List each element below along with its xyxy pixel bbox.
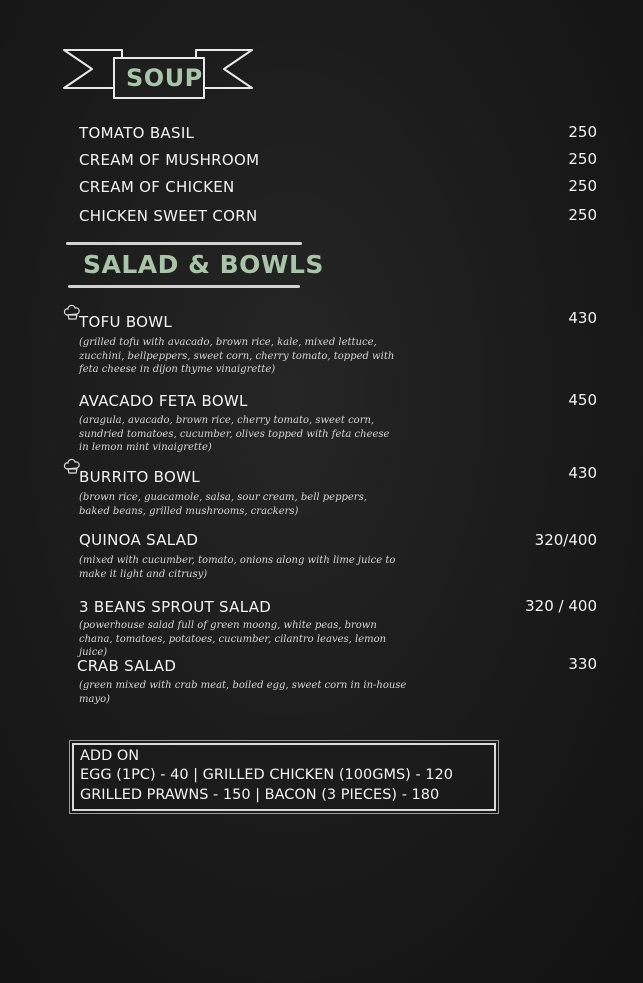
salad-item-name: CRAB SALAD — [77, 657, 177, 675]
salad-item-name: TOFU BOWL — [79, 313, 173, 331]
soup-title: SOUP — [126, 64, 203, 92]
salad-item-name: 3 BEANS SPROUT SALAD — [79, 598, 272, 616]
salad-item-price: 320/400 — [534, 531, 597, 549]
salad-title: SALAD & BOWLS — [83, 250, 324, 279]
soup-item-name: CHICKEN SWEET CORN — [79, 207, 258, 225]
salad-item-desc: (grilled tofu with avacado, brown rice, kale, mixed lettuce, zucchini, bellpeppers, sweet corn, cherry tomato, topped with feta cheese in dijon thyme vinaigrette) — [79, 337, 395, 375]
addon-title: ADD ON — [80, 748, 140, 764]
salad-item-price: 330 — [568, 655, 597, 673]
addon-box — [72, 743, 496, 811]
salad-title-bottom-divider — [68, 285, 300, 288]
soup-item-price: 250 — [568, 206, 597, 224]
salad-title-top-divider — [66, 242, 302, 245]
soup-item-name: CREAM OF CHICKEN — [79, 178, 235, 196]
salad-item-desc: (powerhouse salad full of green moong, white peas, brown chana, tomatoes, potatoes, cucumber, cilantro leaves, lemon juice) — [79, 620, 387, 658]
soup-item-price: 250 — [568, 123, 597, 141]
salad-item-desc: (mixed with cucumber, tomato, onions along with lime juice to make it light and citrusy) — [79, 555, 396, 580]
salad-item-name: BURRITO BOWL — [79, 468, 200, 486]
salad-item-desc: (aragula, avacado, brown rice, cherry tomato, sweet corn, sundried tomatoes, cucumber, olives topped with feta cheese in lemon mint vinaigrette) — [79, 415, 390, 453]
salad-item-name: AVACADO FETA BOWL — [79, 392, 248, 410]
soup-item-price: 250 — [568, 177, 597, 195]
soup-item-name: TOMATO BASIL — [79, 124, 195, 142]
soup-item-price: 250 — [568, 150, 597, 168]
soup-item-name: CREAM OF MUSHROOM — [79, 151, 260, 169]
salad-item-desc: (brown rice, guacamole, salsa, sour cream, bell peppers, baked beans, grilled mushrooms, crackers) — [79, 492, 367, 517]
addon-line-1: EGG (1PC) - 40 | GRILLED CHICKEN (100GMS) - 120 — [80, 767, 453, 783]
salad-item-price: 320 / 400 — [525, 597, 597, 615]
salad-item-price: 430 — [568, 464, 597, 482]
addon-line-2: GRILLED PRAWNS - 150 | BACON (3 PIECES) - 180 — [80, 787, 440, 803]
salad-item-price: 450 — [568, 391, 597, 409]
salad-item-name: QUINOA SALAD — [79, 531, 199, 549]
salad-item-desc: (green mixed with crab meat, boiled egg, sweet corn in in-house mayo) — [79, 680, 407, 705]
salad-item-price: 430 — [568, 309, 597, 327]
